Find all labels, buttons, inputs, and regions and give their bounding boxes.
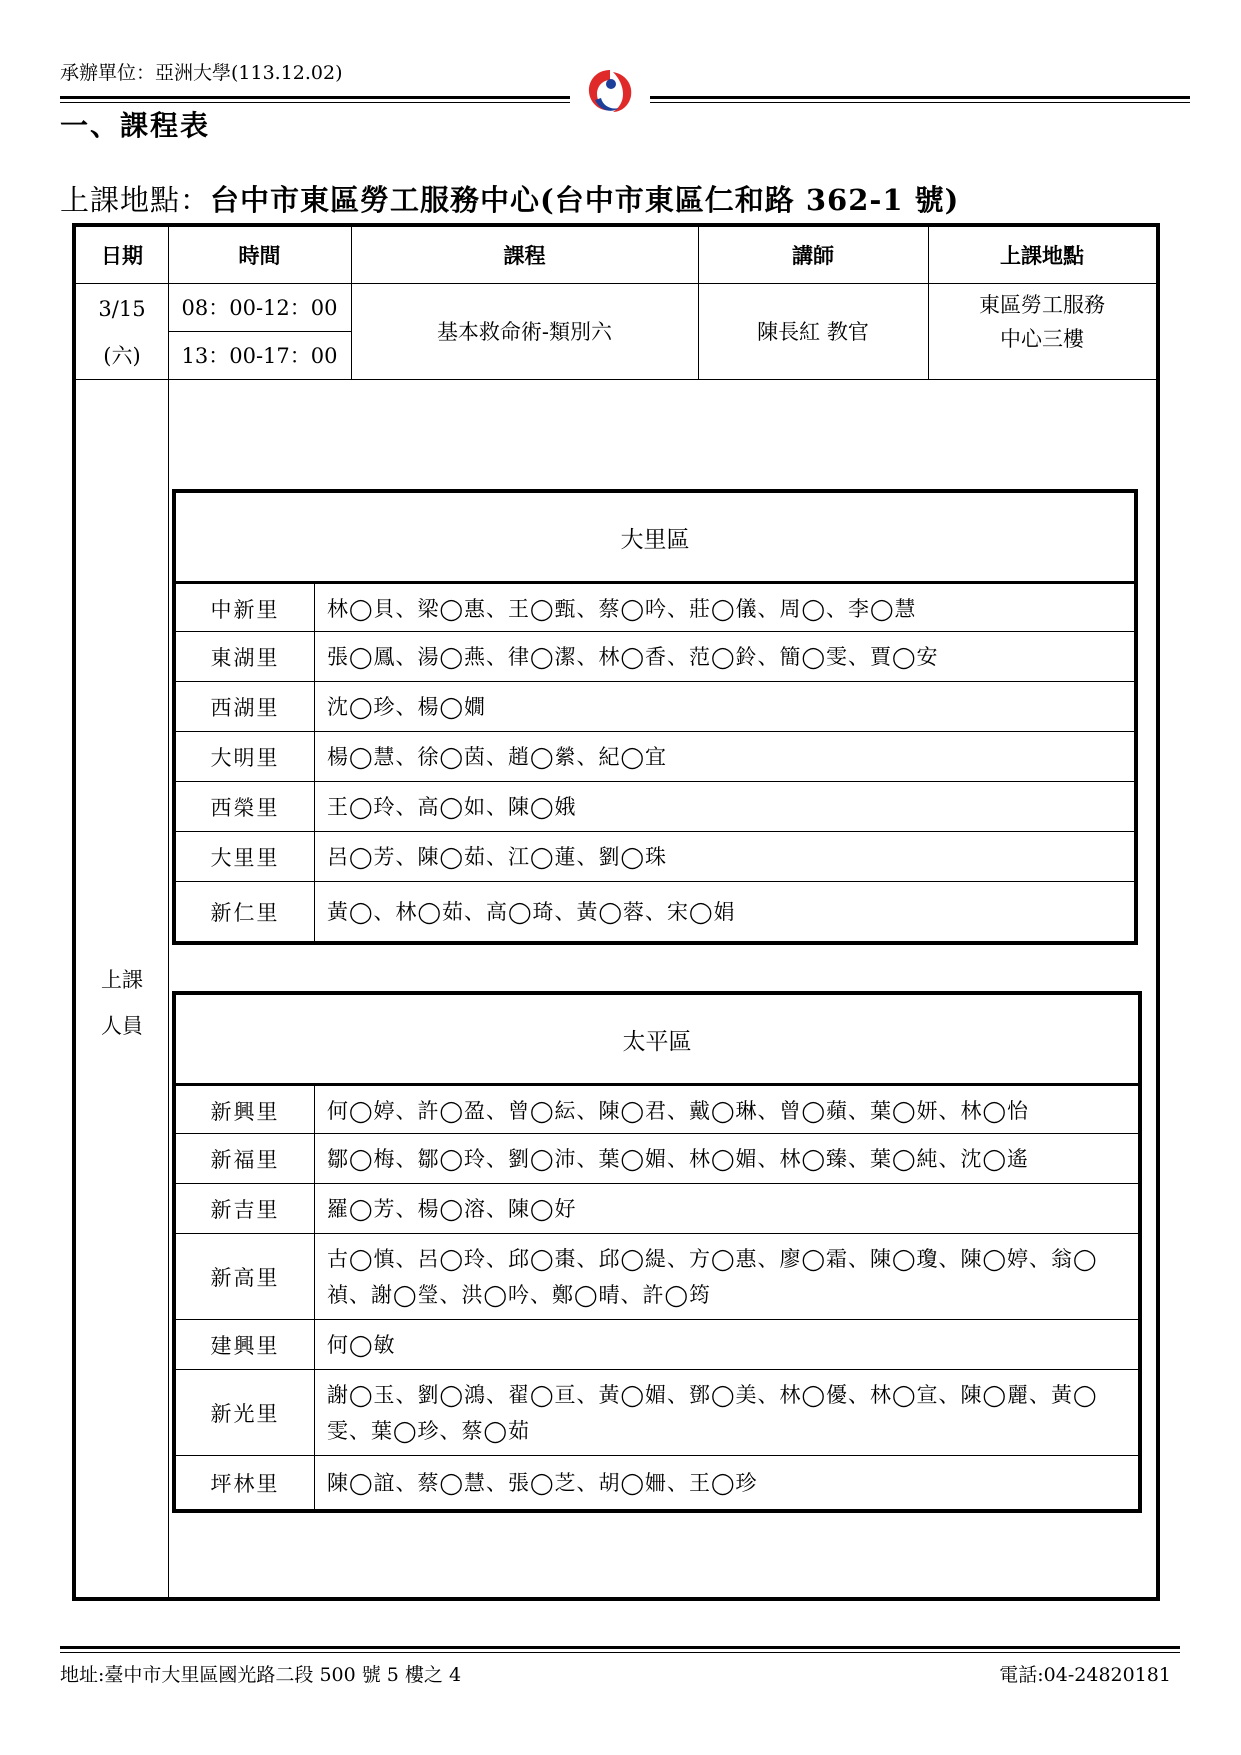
attendee-names: 何◯婷、許◯盈、曾◯紜、陳◯君、戴◯琳、曾◯蘋、葉◯妍、林◯怡	[327, 1098, 1030, 1123]
village-name: 新光里	[176, 1370, 315, 1456]
village-name: 建興里	[176, 1320, 315, 1370]
village-name: 新高里	[176, 1234, 315, 1320]
weekday-value: (六)	[103, 344, 141, 368]
organizer-text: 承辦單位：亞洲大學(113.12.02)	[60, 62, 343, 84]
village-name: 新福里	[176, 1134, 315, 1184]
attendee-names: 林◯貝、梁◯惠、王◯甄、蔡◯吟、莊◯儀、周◯、李◯慧	[327, 596, 917, 621]
header-rule-right	[650, 96, 1190, 99]
village-name: 坪林里	[176, 1456, 315, 1510]
footer-phone: 電話:04-24820181	[999, 1664, 1171, 1686]
village-name: 新仁里	[176, 882, 315, 942]
attendee-names: 王◯玲、高◯如、陳◯娥	[327, 795, 577, 819]
village-name: 新興里	[176, 1086, 315, 1135]
header-rule-thin	[60, 102, 570, 103]
village-name: 大里里	[176, 832, 315, 882]
course-name: 基本救命術-類別六	[436, 320, 613, 344]
footer-address: 地址:臺中市大里區國光路二段 500 號 5 樓之 4	[60, 1664, 462, 1686]
header-rule	[60, 96, 570, 99]
village-name: 新吉里	[176, 1184, 315, 1234]
attendee-names: 古◯慎、呂◯玲、邱◯棗、邱◯緹、方◯惠、廖◯霜、陳◯瓊、陳◯婷、翁◯禎、謝◯瑩、洪◯吟、鄭◯晴、許◯筠	[327, 1247, 1098, 1307]
district-table	[172, 991, 1142, 1513]
district-title: 太平區	[622, 1028, 692, 1055]
table-row	[176, 1183, 1138, 1234]
attendee-names: 羅◯芳、楊◯溶、陳◯好	[327, 1197, 577, 1221]
village-name: 大明里	[176, 732, 315, 782]
table-row	[176, 731, 1134, 782]
table-row	[176, 881, 1134, 942]
header-date: 日期	[101, 243, 143, 268]
venue-label: 上課地點：	[60, 183, 211, 217]
schedule-table	[72, 223, 1160, 1601]
instructor-name: 陳長紅 教官	[757, 320, 869, 344]
table-row	[176, 1133, 1138, 1184]
header-course: 課程	[503, 243, 546, 268]
village-name: 中新里	[176, 584, 315, 633]
header-instructor: 講師	[792, 243, 834, 268]
attendee-names: 沈◯珍、楊◯嫺	[327, 695, 487, 719]
location-line2: 中心三樓	[1000, 327, 1084, 351]
header-time: 時間	[238, 243, 281, 268]
attendee-names: 何◯敏	[327, 1333, 396, 1357]
attendee-names: 鄒◯梅、鄒◯玲、劉◯沛、葉◯媚、林◯媚、林◯臻、葉◯純、沈◯遙	[327, 1147, 1030, 1171]
attendee-names: 張◯鳳、湯◯燕、律◯潔、林◯香、范◯鈴、簡◯雯、賈◯安	[327, 645, 939, 669]
table-row	[176, 1369, 1138, 1456]
district-title: 大里區	[620, 526, 690, 553]
header-rule-right-thin	[650, 102, 1190, 103]
table-row	[176, 581, 1134, 633]
table-row	[176, 1319, 1138, 1370]
venue-line	[60, 178, 959, 219]
time-morning: 08：00-12：00	[181, 296, 338, 320]
asia-university-logo-icon	[583, 64, 637, 118]
village-name: 西湖里	[176, 682, 315, 732]
table-row	[176, 781, 1134, 832]
attendee-label-2: 人員	[101, 1014, 143, 1038]
footer-rule	[60, 1646, 1180, 1649]
attendee-label-1: 上課	[101, 968, 143, 992]
attendee-names: 楊◯慧、徐◯茵、趙◯縈、紀◯宜	[327, 745, 668, 769]
attendee-names: 黃◯、林◯茹、高◯琦、黃◯蓉、宋◯娟	[327, 900, 736, 924]
col-divider	[168, 227, 169, 1597]
attendee-names: 謝◯玉、劉◯鴻、翟◯亘、黃◯媚、鄧◯美、林◯優、林◯宣、陳◯麗、黃◯雯、葉◯珍、蔡◯茹	[327, 1383, 1098, 1443]
district-table	[172, 489, 1138, 945]
venue-value: 台中市東區勞工服務中心(台中市東區仁和路 362-1 號)	[210, 183, 960, 217]
table-row	[176, 681, 1134, 732]
header-location: 上課地點	[1000, 243, 1084, 268]
attendee-names: 陳◯誼、蔡◯慧、張◯芝、胡◯姍、王◯珍	[327, 1471, 758, 1495]
attendee-names: 呂◯芳、陳◯茹、江◯蓮、劉◯珠	[327, 845, 668, 869]
section-title: 一、課程表	[60, 109, 211, 142]
row-divider	[76, 379, 1156, 380]
table-row	[176, 1083, 1138, 1135]
date-value: 3/15	[98, 297, 146, 321]
table-row	[176, 1233, 1138, 1320]
village-name: 東湖里	[176, 632, 315, 682]
footer-rule-thin	[60, 1652, 1180, 1653]
table-row	[176, 631, 1134, 682]
village-name: 西榮里	[176, 782, 315, 832]
table-row	[176, 831, 1134, 882]
time-afternoon: 13：00-17：00	[181, 344, 338, 368]
table-row	[176, 1455, 1138, 1510]
location-line1: 東區勞工服務	[979, 293, 1105, 317]
